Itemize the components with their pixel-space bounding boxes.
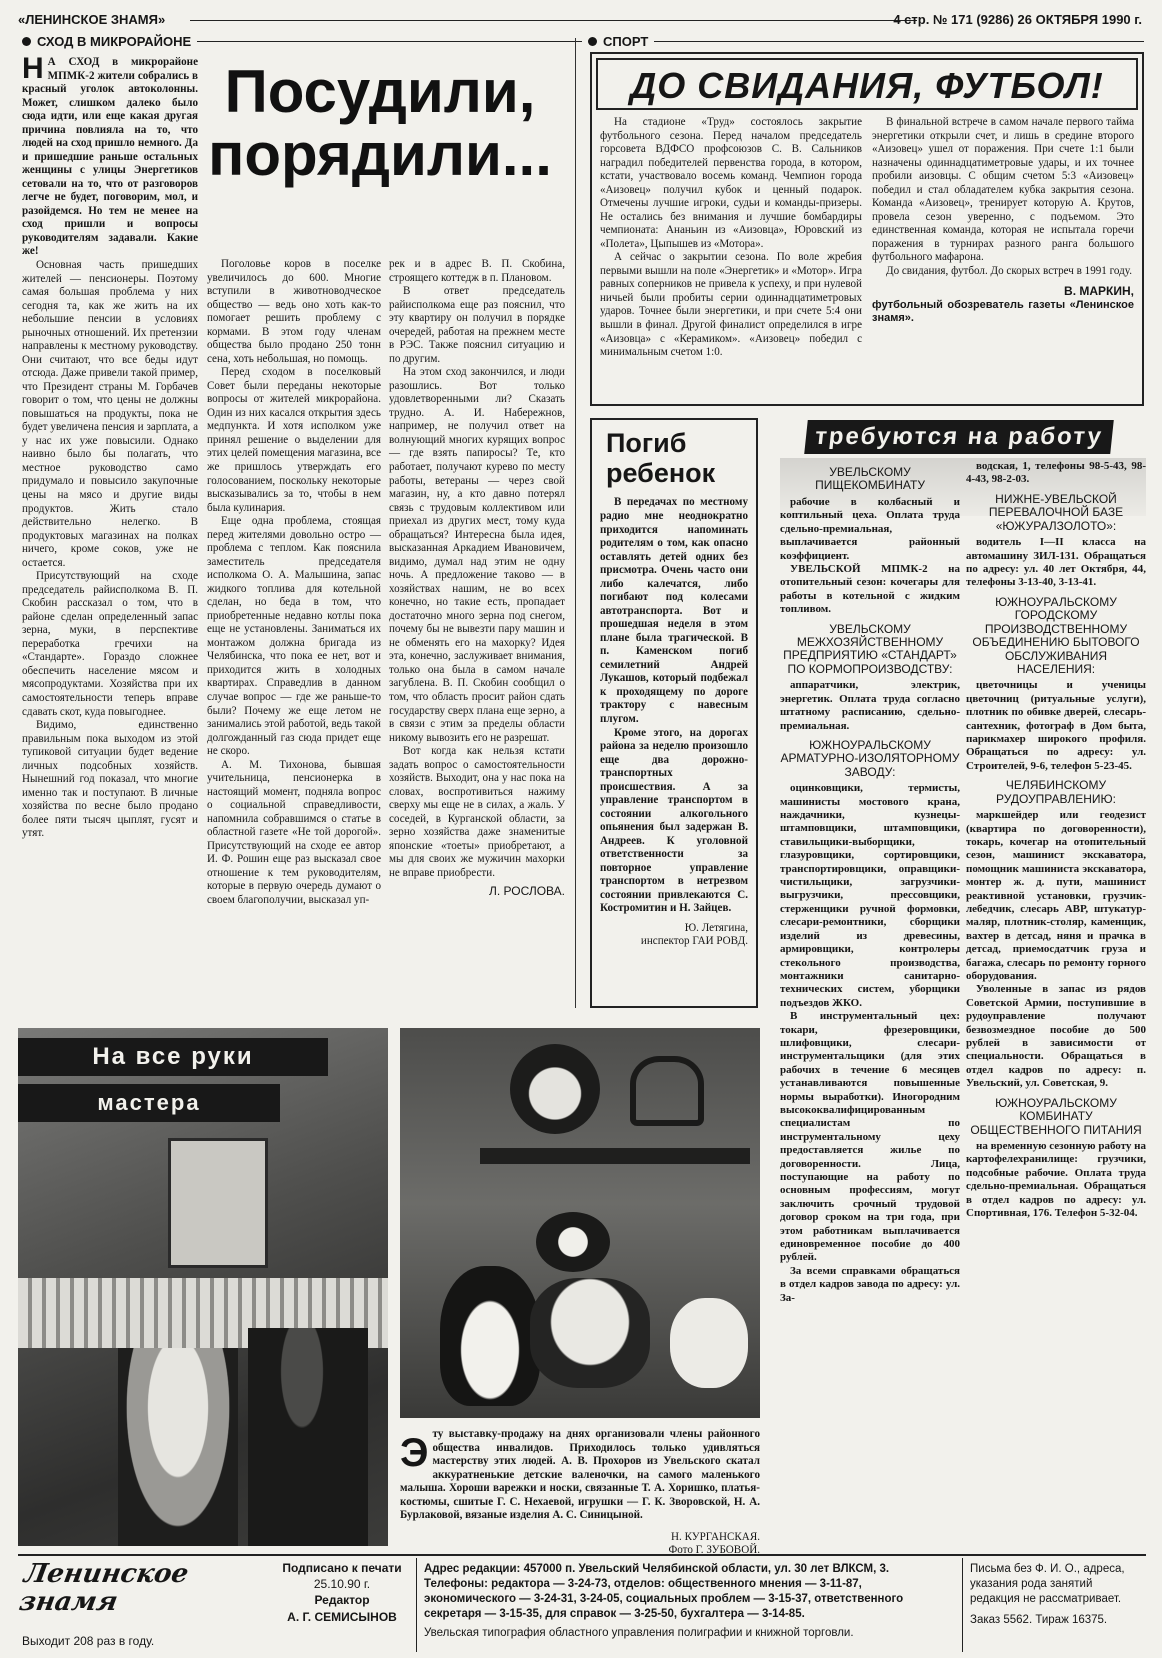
signed-date: 25.10.90 г. <box>313 1577 371 1592</box>
child-title <box>606 428 756 488</box>
sport-signature: В. МАРКИН, <box>1064 284 1134 299</box>
photo-caption <box>400 1428 760 1558</box>
visitor-figure <box>118 1348 238 1546</box>
dropcap: Э <box>400 1431 429 1475</box>
paragraph: А сейчас о закрытии сезона. По воле жребия первыми вышли на поле «Энергетик» и «Мотор». Игра равных соперников не привела к успеху, и при нулевой ничьей были пробиты серии одиннадцатиметровых ударов. Точнее были энергетики, и при счете 5:4 они вышли в финал. Другой финалист определился в игре «Аизовца» с «Керамиком». «Аизовец» победил с минимальным счетом 1:0. <box>600 251 862 359</box>
child-text <box>600 496 748 949</box>
job-listing: Уволенные в запас из рядов Советской Армии, поступившие в рудоуправление получают безвозмездное пособие до 500 рублей в зависимости от специальности. Обращаться в отдел кадров по адресу: п. Увельский, ул. Советская, 9. <box>966 983 1146 1090</box>
meeting-column-3 <box>389 258 565 899</box>
column-divider <box>575 38 576 1008</box>
caption-text: ту выставку-продажу на днях организовали члены районного общества инвалидов. Приходилось только удивляться мастерству этих людей. А. В. Прохоров из Увельского скатал аккуратненькие детские валеночки, на самого маленького малыша. Хороши варежки и носки, связанные Т. А. Хоришко, платья-костюмы, сшитые Г. С. Нехаевой, игрушки — Г. К. Зворовской, Н. А. Бурлаковой, вязаные изделия А. С. Синицыной. <box>400 1428 760 1522</box>
child-author-role: инспектор ГАИ РОВД. <box>640 935 748 948</box>
paragraph: На этом сход закончился, и люди разошлись. Вот только удовлетворенными ли? Сказать трудно. А. И. Набережнов, например, не получил ответ на волнующий многих курящих вопрос — где взять папиросы? Те, кто работает, получают курево по месту работы, ветераны — через свой магазин, ну, а кто давно потерял связь с трудовым коллективом или приехал из других мест, тому куда обращаться? Интересна была идея, высказанная Аркадием Ивановичем, видимо, думал над этим не одну ночь. А предложение таково — в хозяйствах нашим, не во всех конечно, но такие есть, пропадает достаточно много зерна под снегом, почему бы не вывезти пару машин и не обменять его на махорку? Идея эта, конечно, заслуживает внимания, только она была в самом начале загублена. В. П. Скобин сообщил о том, что область просит район сдать государству сверх плана еще зерно, а в связи с этим за пределы области никому вывозить его не разрешат. <box>389 366 565 744</box>
jobs-column-left <box>780 460 960 1305</box>
penguin-toy <box>440 1266 540 1406</box>
letters-notice: Письма без Ф. И. О., адреса, указания рода занятий редакция не рассматривает. <box>970 1563 1125 1605</box>
footer-address-block <box>424 1562 954 1641</box>
caption-author: Н. КУРГАНСКАЯ. <box>671 1530 760 1543</box>
employer-heading: ЮЖНОУРАЛЬСКОМУ КОМБИНАТУ ОБЩЕСТВЕННОГО ПИТАНИЯ <box>970 1095 1142 1137</box>
meeting-title: Посудили, порядили... <box>208 58 552 188</box>
paragraph: Видимо, единственно правильным пока выходом из этой тупиковой ситуации будет ведение личных подсобных хозяйств. Нынешний год показал, что многие именно так и поступают. В личные хозяйства по весне было продано более пяти тысяч цыплят, гусят и утят. <box>22 719 198 840</box>
cat-toy <box>530 1278 650 1388</box>
sport-signature-role: футбольный обозреватель газеты «Ленинское знамя». <box>872 299 1134 325</box>
job-listing: За всеми справками обращаться в отдел кадров завода по адресу: ул. За- <box>780 1264 960 1304</box>
footer-divider <box>962 1558 963 1652</box>
job-listing: на временную сезонную работу на картофелехранилище: грузчики, подсобные рабочие. Оплата труда сдельно-премиальная. Обращаться в отдел кадров по адресу: ул. Спортивная, 176. Телефон 5-32-04. <box>966 1139 1146 1219</box>
photo-banner-line1: На все руки <box>18 1038 328 1076</box>
paragraph: А СХОД в микрорайоне МПМК-2 жители собрались в красный уголок автоколонны. Может, слишком далеко было сюда идти, или еще какая другая причина повлияла на то, что людей на сход пришло немного. Да и пришедшие раньше остальных женщины с улицы Энергетиков сетовали на то, что от разговоров легче не будет, поговорим, мол, и разойдемся. Но тем не менее на сход пришли и вопросы руководителям задавали. Какие же! <box>22 56 198 258</box>
paragraph: В ответ председатель райисполкома еще раз пояснил, что эту квартиру он получил в порядке очередей, работая на прежнем месте в РЭС. Также пояснил ситуацию и по другим. <box>389 285 565 365</box>
cat-toy <box>536 1212 610 1272</box>
employer-heading: ЮЖНОУРАЛЬСКОМУ АРМАТУРНО-ИЗОЛЯТОРНОМУ ЗАВОДУ: <box>780 737 960 779</box>
footer-editor-block <box>272 1560 412 1625</box>
employer-heading: ЮЖНОУРАЛЬСКОМУ ГОРОДСКОМУ ПРОИЗВОДСТВЕННОМУ ОБЪЕДИНЕНИЮ БЫТОВОГО ОБСЛУЖИВАНИЯ НАСЕЛЕНИЯ: <box>972 594 1140 676</box>
job-listing: водитель I—II класса на автомашину ЗИЛ-131. Обращаться по адресу: ул. 40 лет Октября, 44, телефоны 3-13-40, 3-13-41. <box>966 536 1146 589</box>
paragraph: В финальной встрече в самом начале первого тайма энергетики открыли счет, и лишь в средине второго «Аизовец» ушел от поражения. При счете 1:1 были назначены одиннадцатиметровые удары, и их точнее пробили аизовцы. С общим счетом 5:3 «Аизовец» победил и стал обладателем кубка закрытия сезона. Команда «Аизовец», тренирует которую А. Крутов, провела сезон уверенно, с подъемом. Это единственная команда, которая не испытала горечи поражения в турнирах разного ранга большого футбольного мафарона. <box>872 116 1134 264</box>
signed-label: Подписано к печати <box>282 1561 402 1575</box>
page-header <box>18 10 1142 30</box>
toys-photo <box>400 1028 760 1418</box>
sport-box <box>590 52 1144 406</box>
rubric-label: СПОРТ <box>603 34 649 49</box>
job-listing: В инструментальный цех: токари, фрезеровщики, шлифовщики, слесари-инструментальщики (для этих рабочих в течение 6 месяцев устанавливаются повышенные нормы выработки). Иногородним высококвалифицированным специалистам по инструментальному цеху предоставляется жилье по договоренности. Лица, поступающие на работу по основным профессиям, могут заключить срочный трудовой договор сроком на три года, при этом работникам выплачивается единовременное пособие до 400 рублей. <box>780 1010 960 1264</box>
paragraph: Присутствующий на сходе председатель райисполкома В. П. Скобин рассказал о том, что в районе сделан определенный запас зерна, муки, в перспективе переработка гречихи на «Стандарте». Гораздо сложнее обеспечить население мясом и мясопродуктами. Хозяйства при их самостоятельности теперь вправе сдавать скот, куда повыгоднее. <box>22 570 198 718</box>
monkey-toy <box>510 1044 600 1134</box>
bullet-icon <box>588 37 597 46</box>
editorial-address: Адрес редакции: 457000 п. Увельский Челябинской области, ул. 30 лет ВЛКСМ, 3. Телефоны: редактора — 3-24-73, отделов: общественного мнения — 3-11-87, экономического — 3-24-31, 3-24-05, социальных проблем — 3-15-37, ответственного секретаря — 3-15-35, для справок — 3-25-50, бухгалтера — 3-14-85. <box>424 1563 904 1620</box>
paragraph: На стадионе «Труд» состоялось закрытие футбольного сезона. Перед началом председатель горсовета ВДФСО профсоюзов С. В. Сальников наградил победителей первенства города, в котором, кстати, участвовало восемь команд. Чемпион города «Аизовец» получил кубок и ценный подарок. Отмечены лучшие игроки, судьи и команды-призеры. Не остались без внимания и лучшие бомбардиры чемпионата: Ананьин из «Аизовца», Юровский из «Полета», Цыпышев из «Мотора». <box>600 116 862 250</box>
paragraph: Кроме этого, на дорогах района за неделю произошло еще два дорожно-транспортных происшествия. А за управление транспортом в состоянии алкогольного опьянения был задержан В. Андреев. К уголовной ответственности за повторное управление транспортом в нетрезвом состоянии привлекаются С. Костромитин и Н. Зайцев. <box>600 726 748 915</box>
footer-rule <box>18 1554 1146 1556</box>
header-rule <box>190 20 917 21</box>
bullet-icon <box>22 37 31 46</box>
meeting-column-2 <box>207 258 381 908</box>
job-listing: УВЕЛЬСКОЙ МПМК-2 на отопительный сезон: кочегары для работы в котельной с жидким топливом. <box>780 562 960 616</box>
sport-column-2 <box>872 116 1134 326</box>
rubric-meeting <box>22 34 582 50</box>
dropcap: Н <box>22 52 44 85</box>
paragraph: Основная часть пришедших жителей — пенсионеры. Поэтому самая большая проблема у них сегодня та, как же жить на их небольшие пенсии в условиях рыночных отношений. Их претензии направлены к местному руководству. Они считают, что все беды идут отсюда. Даже привели такой пример, что Президент страны М. Горбачев говорит о том, что цены не должны повышаться на продукты, пока не будет увеличена пенсия и зарплата, а у нас их уже повысили. Однако наивно было бы полагать, что местное руководство само придумало и повысило закупочные цены на мясо и другие виды продуктов. Жить стало действительно нелегко. В продуктовых магазинах на полках ничего, кроме соков, уже не остается. <box>22 258 198 569</box>
editor-name: А. Г. СЕМИСЫНОВ <box>287 1609 397 1624</box>
paragraph: А. М. Тихонова, бывшая учительница, пенсионерка в настоящий момент, подняла вопрос о социальной справедливости, напомнила собравшимся о статье в областной газете «Не той дорогой». Присутствующий на сходе ее автор И. Ф. Рошин еще раз высказал свое отношение к тем руководителям, которые в первую очередь думают о своем благополучии, высказал уп- <box>207 758 381 906</box>
job-listing: маркшейдер или геодезист (квартира по договоренности), токарь, кочегар на отопительный сезон, машинист экскаватора, помощник машиниста экскаватора, монтер ж. д. пути, машинист реактивной установки, грузчик-лебедчик, слесарь АВР, штукатур-маляр, плотник-столяр, каменщик, вахтер в детсад, няня и прачка в детсад, приемосдатчик груза и багажа, слесарь по ремонту горного оборудования. <box>966 809 1146 982</box>
footer-divider <box>416 1558 417 1652</box>
footer-notice-block <box>970 1562 1142 1628</box>
meeting-author: Л. РОСЛОВА. <box>488 884 565 899</box>
newspaper-logo: Ленинское знамя <box>16 1559 191 1617</box>
child-title-line: ребенок <box>606 458 716 489</box>
paragraph: В передачах по местному радио мне неоднократно приходится напоминать родителям о том, как опасно оставлять детей одних без присмотра. Очень часто они либо калечатся, либо погибают под колесами автотранспорта. Вот и прошедшая неделя в этом плане была трагической. В п. Каменском погиб семилетний Андрей Лукашов, который подбежал к проходящему по дороге трактору с навесным плугом. <box>600 496 748 725</box>
job-listing: рабочие в колбасный и коптильный цеха. Оплата труда сдельно-премиальная, выплачивается районный коэффициент. <box>780 495 960 562</box>
editor-label: Редактор <box>314 1593 370 1608</box>
employer-heading: НИЖНЕ-УВЕЛЬСКОЙ ПЕРЕВАЛОЧНОЙ БАЗЕ «ЮЖУРАЛЗОЛОТО»: <box>988 491 1124 533</box>
employer-heading: ЧЕЛЯБИНСКОМУ РУДОУПРАВЛЕНИЮ: <box>996 778 1116 806</box>
photo-banner-line2: мастера <box>18 1084 280 1122</box>
sport-title-frame <box>596 58 1138 110</box>
owl-toy <box>670 1298 748 1388</box>
basket <box>630 1056 704 1126</box>
paragraph: рек и в адрес В. П. Скобина, строящего коттедж в п. Плановом. <box>389 258 565 284</box>
frequency: Выходит 208 раз в году. <box>22 1634 155 1648</box>
paragraph: Вот когда как нельзя кстати задать вопрос о самостоятельности хозяйств. Выходит, она у нас пока на словах, воспротивиться нажиму сверху мы еще не в силах, а жаль. У соседей, в Курганской области, за зерно хозяйства даже знаменитые японские «тоеты» приобретают, а мы для своих же мужичин махорки не вправе приобрести. <box>389 745 565 879</box>
meeting-column-1 <box>22 52 198 841</box>
job-listing: оцинковщики, термисты, машинисты мостового крана, наждачники, кузнецы-штамповщики, штамповщики, ставильщики-выборщики, глазуровщики, сортировщики, транспортировщики, оправщики-чистильщики, загрузчики-выгрузчики, прессовщики, стерженщики ручной формовки, слесари-ремонтники, сборщики изделий из древесины, армировщики, контролеры стекольного производства, монтажники санитарно-технических систем, уборщики подъездов ЖКО. <box>780 782 960 1009</box>
paragraph: Перед сходом в поселковый Совет были переданы некоторые вопросы от жителей микрорайона. Один из них касался открытия здесь медпункта. И хотя исполком уже принял решение о выделении для этих целей помещения магазина, все же пришлось утверждать его голосованием, поскольку некоторые высказывались за то, чтобы в нем была кулинария. <box>207 366 381 514</box>
employer-heading: УВЕЛЬСКОМУ МЕЖХОЗЯЙСТВЕННОМУ ПРЕДПРИЯТИЮ «СТАНДАРТ» ПО КОРМОПРОИЗВОДСТВУ: <box>783 621 957 676</box>
job-listing: аппаратчики, электрик, энергетик. Оплата труда согласно штатному расписанию, сдельно-премиальная. <box>780 679 960 732</box>
paragraph: Еще одна проблема, стоящая перед жителями довольно остро — проблема с теплом. Как пояснила заместитель председателя исполкома О. А. Малышина, запас жидкого топлива для котельной сделан, но беда в том, что приобретенные недавно котлы пока еще не установлены. Заниматься их монтажом должна бригада из Челябинска, что пока ее нет, вот и приходится жить в холодных квартирах. Справедлив в данном случае вопрос — где же раньше-то были? Почему же еще летом не занимались этой работой, ведь такой долгожданный газ сюда придет еще не скоро. <box>207 515 381 758</box>
child-title-line: Погиб <box>606 428 687 458</box>
sport-title: ДО СВИДАНИЯ, ФУТБОЛ! <box>630 65 1104 106</box>
child-author: Ю. Летягина, <box>684 921 748 934</box>
footer-logo-block <box>16 1559 262 1648</box>
paragraph: До свидания, футбол. До скорых встреч в 1991 году. <box>886 264 1132 277</box>
framed-portrait <box>168 1138 268 1268</box>
rubric-label: СХОД В МИКРОРАЙОНЕ <box>37 34 192 49</box>
exhibition-photo <box>18 1028 388 1546</box>
jobs-column-right <box>966 460 1146 1220</box>
rubric-rule <box>654 41 1144 42</box>
child-box <box>590 418 758 1008</box>
visitor-figure <box>248 1328 368 1546</box>
employer-heading: УВЕЛЬСКОМУ ПИЩЕКОМБИНАТУ <box>815 465 925 493</box>
printer-info: Увельская типография областного управления полиграфии и книжной торговли. <box>424 1626 854 1639</box>
rubric-sport <box>588 34 1144 50</box>
shelf <box>480 1148 750 1164</box>
sport-column-1 <box>600 116 862 360</box>
job-listing: цветочницы и ученицы цветочниц (ритуальные услуги), плотник по обивке дверей, слесарь-сантехник, фотограф в Дом быта, парикмахер широкого профиля. Обращаться по адресу: ул. Строителей, 9-6, телефон 5-23-45. <box>966 679 1146 772</box>
job-listing: водская, 1, телефоны 98-5-43, 98-4-43, 98-2-03. <box>966 460 1146 486</box>
masthead-left: «ЛЕНИНСКОЕ ЗНАМЯ» <box>18 12 166 27</box>
paragraph: Поголовье коров в поселке увеличилось до 600. Многие вступили в животноводческое общество — ведь оно хоть как-то помогает решить проблему с кормами. В этом году членам общества было продано 250 тонн сена, хоть небольшая, но помощь. <box>207 258 381 365</box>
issue-info: 4 стр. № 171 (9286) 26 ОКТЯБРЯ 1990 г. <box>893 12 1142 27</box>
rubric-rule <box>197 41 582 42</box>
jobs-banner: требуются на работу <box>804 420 1114 454</box>
order-info: Заказ 5562. Тираж 16375. <box>970 1613 1108 1626</box>
photo-credit: Фото Г. ЗУБОВОЙ. <box>668 1544 760 1557</box>
